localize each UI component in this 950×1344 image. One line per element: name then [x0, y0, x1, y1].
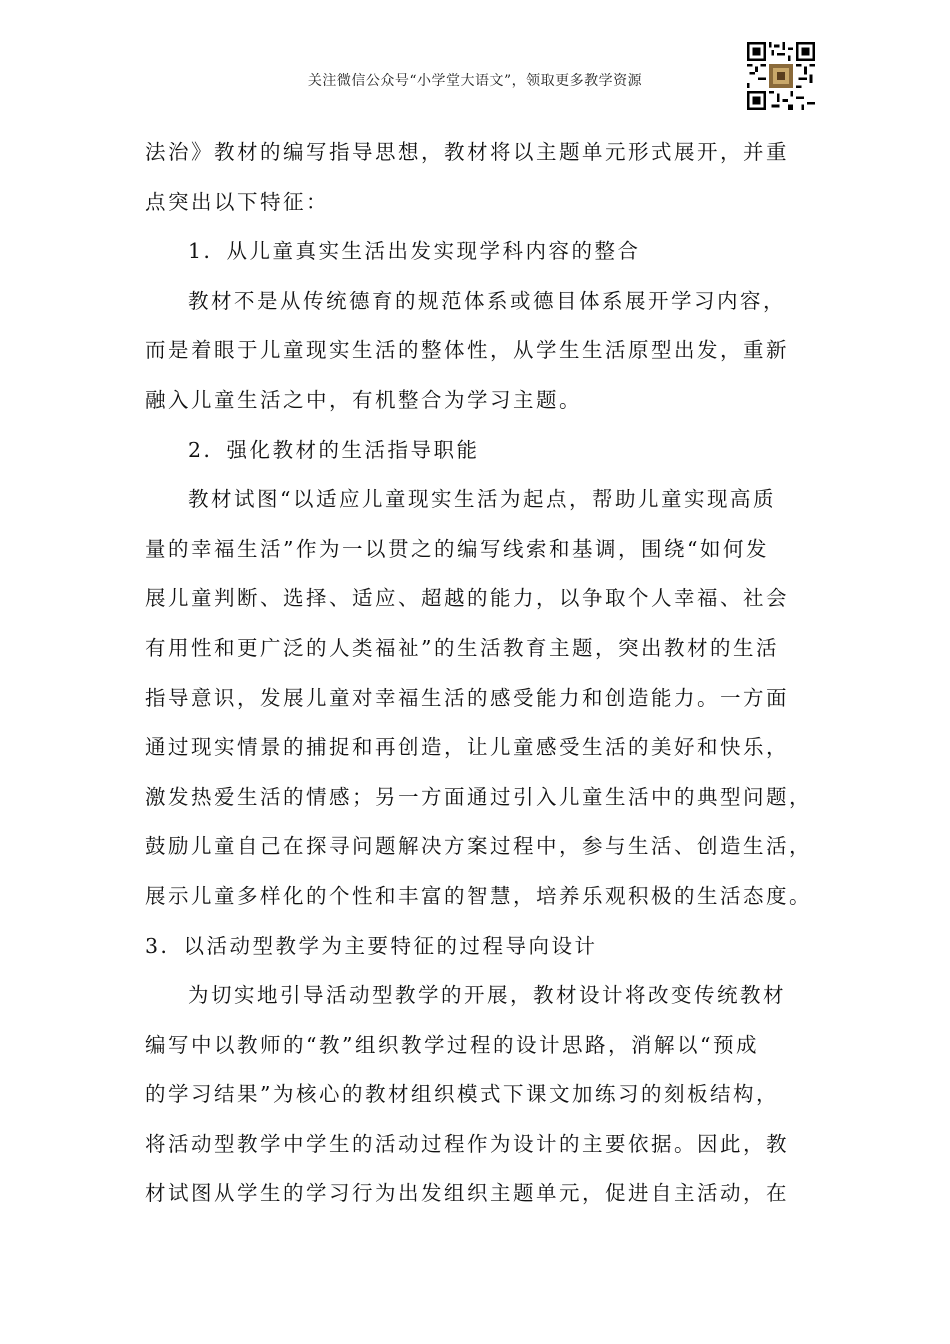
- text-line: 教材不是从传统德育的规范体系或德目体系展开学习内容，: [188, 288, 786, 313]
- text-line: 将活动型教学中学生的活动过程作为设计的主要依据。因此，教: [145, 1131, 789, 1156]
- text-line: 鼓励儿童自己在探寻问题解决方案过程中，参与生活、创造生活，: [145, 834, 812, 859]
- text-line: 点突出以下特征：: [145, 189, 329, 214]
- document-body: [145, 128, 812, 1219]
- text-line: 展儿童判断、选择、适应、超越的能力，以争取个人幸福、社会: [145, 586, 789, 611]
- text-line: 通过现实情景的捕捉和再创造，让儿童感受生活的美好和快乐，: [145, 735, 789, 760]
- text-line: 融入儿童生活之中，有机整合为学习主题。: [145, 387, 582, 412]
- header-notice: 关注微信公众号“小学堂大语文”，领取更多教学资源: [307, 73, 643, 89]
- section-heading-3: 3．以活动型教学为主要特征的过程导向设计: [145, 933, 598, 958]
- text-line: 为切实地引导活动型教学的开展，教材设计将改变传统教材: [188, 983, 786, 1008]
- section-heading-1: 1．从儿童真实生活出发实现学科内容的整合: [188, 239, 641, 264]
- text-line: 指导意识，发展儿童对幸福生活的感受能力和创造能力。一方面: [145, 685, 789, 710]
- text-line: 激发热爱生活的情感；另一方面通过引入儿童生活中的典型问题，: [145, 784, 812, 809]
- text-line: 展示儿童多样化的个性和丰富的智慧，培养乐观积极的生活态度。: [145, 883, 812, 908]
- text-line: 材试图从学生的学习行为出发组织主题单元，促进自主活动，在: [145, 1181, 789, 1206]
- section-heading-2: 2．强化教材的生活指导职能: [188, 437, 480, 462]
- text-line: 教材试图“以适应儿童现实生活为起点，帮助儿童实现高质: [188, 487, 776, 512]
- text-line: 法治》教材的编写指导思想，教材将以主题单元形式展开，并重: [145, 140, 789, 164]
- text-line: 的学习结果”为核心的教材组织模式下课文加练习的刻板结构，: [145, 1082, 779, 1107]
- text-line: 有用性和更广泛的人类福祉”的生活教育主题，突出教材的生活: [145, 635, 779, 660]
- text-line: 而是着眼于儿童现实生活的整体性，从学生生活原型出发，重新: [145, 338, 789, 363]
- text-line: 量的幸福生活”作为一以贯之的编写线索和基调，围绕“如何发: [145, 536, 769, 561]
- qr-code-icon: [747, 42, 815, 110]
- text-line: 编写中以教师的“教”组织教学过程的设计思路，消解以“预成: [145, 1032, 759, 1057]
